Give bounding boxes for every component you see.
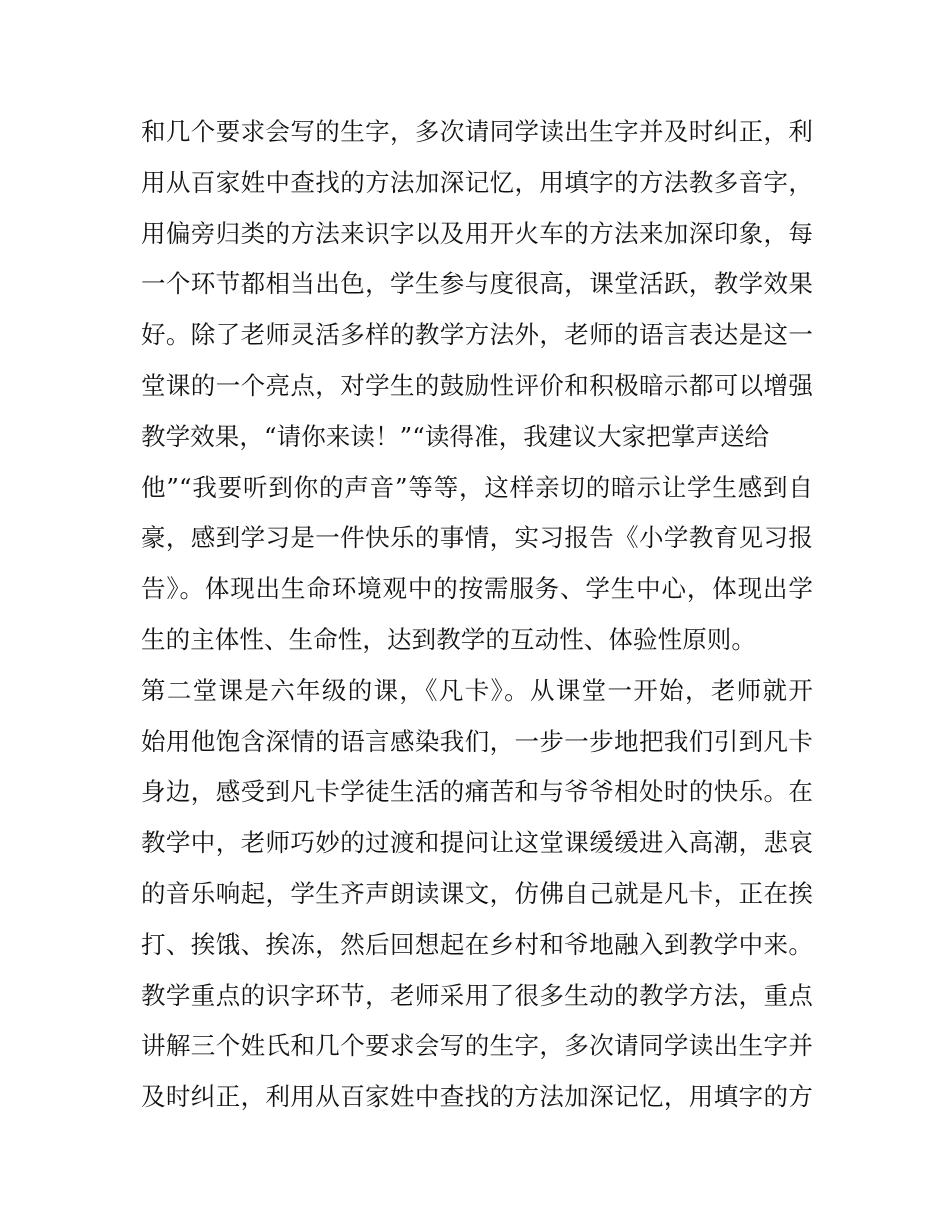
text-line-3: 用偏旁归类的方法来识字以及用开火车的方法来加深印象，每 — [141, 218, 813, 248]
text-line-10: 告》。体现出生命环境观中的按需服务、学生中心，体现出学 — [141, 574, 813, 604]
text-line-11: 生的主体性、生命性，达到教学的互动性、体验性原则。 — [141, 624, 756, 654]
text-line-8: 他”“我要听到你的声音”等等，这样亲切的暗示让学生感到自 — [141, 472, 813, 502]
text-line-12: 第二堂课是六年级的课，《凡卡》。从课堂一开始，老师就开 — [141, 675, 813, 705]
body-text — [141, 107, 813, 1123]
text-line-4: 一个环节都相当出色，学生参与度很高，课堂活跃，教学效果 — [141, 269, 813, 299]
text-line-14: 身边，感受到凡卡学徒生活的痛苦和与爷爷相处时的快乐。在 — [141, 777, 813, 807]
text-line-2: 用从百家姓中查找的方法加深记忆，用填字的方法教多音字， — [141, 167, 813, 197]
text-line-18: 教学重点的识字环节，老师采用了很多生动的教学方法，重点 — [141, 980, 813, 1010]
text-line-6: 堂课的一个亮点，对学生的鼓励性评价和积极暗示都可以增强 — [141, 370, 813, 400]
text-line-1: 和几个要求会写的生字，多次请同学读出生字并及时纠正，利 — [141, 117, 813, 146]
text-line-15: 教学中，老师巧妙的过渡和提问让这堂课缓缓进入高潮，悲哀 — [141, 828, 813, 858]
text-line-7: 教学效果，“请你来读！”“读得准，我建议大家把掌声送给 — [141, 421, 770, 451]
text-line-20: 及时纠正，利用从百家姓中查找的方法加深记忆，用填字的方 — [141, 1082, 813, 1112]
text-line-13: 始用他饱含深情的语言感染我们，一步一步地把我们引到凡卡 — [141, 726, 813, 756]
text-line-19: 讲解三个姓氏和几个要求会写的生字，多次请同学读出生字并 — [141, 1031, 813, 1061]
text-line-17: 打、挨饿、挨冻，然后回想起在乡村和爷地融入到教学中来。 — [141, 929, 813, 959]
text-line-5: 好。除了老师灵活多样的教学方法外，老师的语言表达是这一 — [141, 320, 813, 350]
text-line-16: 的音乐响起，学生齐声朗读课文，仿佛自己就是凡卡，正在挨 — [141, 878, 813, 908]
text-line-9: 豪，感到学习是一件快乐的事情，实习报告《小学教育见习报 — [141, 523, 813, 553]
